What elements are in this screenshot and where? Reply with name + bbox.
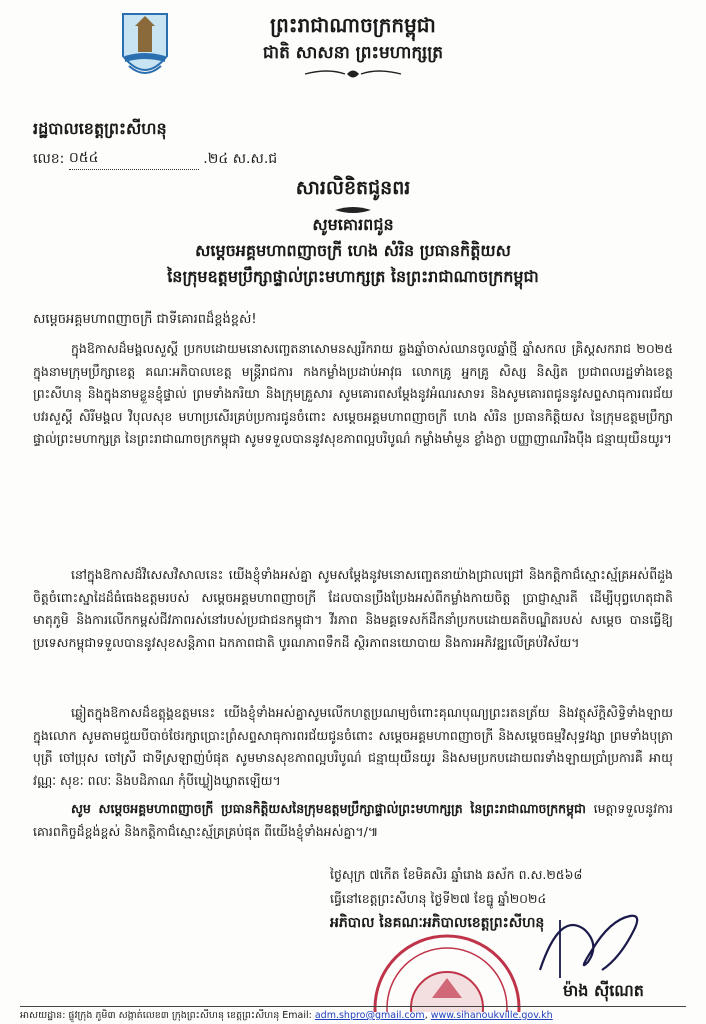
- body-paragraph-4: [33, 798, 673, 843]
- document-title: សារលិខិតជូនពរ: [295, 177, 411, 199]
- addressee-prefix: សូមគោរពជូន: [312, 215, 394, 234]
- letter-number-label: លេខ:: [33, 151, 65, 167]
- paragraph-4-rest: មេត្តាទទួលនូវការគោរពកិច្ចដ៏ខ្ពង់ខ្ពស់ និងកត្តិកាជ៏ស្មោះស្ម័គ្រគ្រប់ផុត ពីយើងខ្ញុំទាំងអស់គ្នា។/៕: [33, 801, 673, 839]
- body-paragraph-3: [33, 702, 673, 792]
- paragraph-2-text: នៅក្នុងឱកាសដ៏វិសេសវិសាលនេះ យើងខ្ញុំទាំងអស់គ្នា សូមសម្តែងនូវមនោសញ្ចេតនាយ៉ាងជ្រាលជ្រៅ និងកត្តិកាជ៏ស្មោះស្ម័គ្រអស់ពីដួងចិត្តចំពោះស្នាដៃដ៏ធំធេងឧត្តមរបស់ សម្តេចអគ្គមហាពញាចក្រី ដែលបានប្រឹងប្រែងអស់ពីកម្លាំងកាយចិត្ត ប្រាជ្ញាស្មារតី ដើម្បីបុព្វហេតុជាតិមាតុភូមិ និងការលើកកម្ពស់ជីវភាពរស់នៅរបស់ប្រជាជនកម្ពុជា។ វីរភាព និងមគ្គទេសក៍ដឹកនាំប្រកបដោយគតិបណ្ឌិតរបស់ សម្តេច បានធ្វើឱ្យប្រទេសកម្ពុជាទទួលបាននូវសុខសន្តិភាព ឯកភាពជាតិ បូរណភាពទឹកដី ស្ថិរភាពនយោបាយ និងការអភិវឌ្ឍលើគ្រប់វិស័យ។: [33, 567, 673, 650]
- paragraph-3-text: ឆ្លៀតក្នុងឱកាសដ៏ឧត្តុង្គឧត្តមនេះ យើងខ្ញុំទាំងអស់គ្នាសូមលើកហត្ថប្រណម្យចំពោះគុណបុណ្យព្រះរតនត្រ័យ និងវត្ថុស័ក្តិសិទ្ធិទាំងឡាយក្នុងលោក សូមតាមជួយបីបាច់ថែរក្សាប្រោះព្រំសព្ទសាធុការពរជ័យជូនចំពោះ សម្តេចអគ្គមហាពញាចក្រី និងសម្តេចធម្មវិសុទ្ធវង្សា ព្រមទាំងបុត្រា បុត្រី ចៅប្រុស ចៅស្រី ជាទីស្រឡាញ់បំផុត សូមមានសុខភាពល្អបរិបូណ៌ ជន្មាយុយឺនយូរ និងសមប្រកបដោយពរទាំងឡាយប្រាំប្រការគឺ អាយុ វណ្ណៈ សុខៈ ពលៈ និងបដិភាណ កុំបីឃ្លៀងឃ្លាតឡើយ។: [33, 705, 673, 788]
- letter-number-value: ០៥៤: [68, 150, 99, 166]
- body-paragraph-2: [33, 564, 673, 654]
- signer-title: អភិបាល នៃគណៈអភិបាលខេត្តព្រះសីហនុ: [330, 915, 545, 931]
- lunar-date: ថ្ងៃសុក្រ ៧កើត ខែមិគសិរ ឆ្នាំរោង ឆស័ក ព.ស.២៥៦៨: [330, 867, 583, 882]
- recipient-line-1: សម្តេចអគ្គមហាពញាចក្រី ហេង សំរិន ប្រធានកិត្តិយស: [195, 241, 511, 260]
- recipient-line-2: នៃក្រុមឧត្តមប្រឹក្សាផ្ទាល់ព្រះមហាក្សត្រ នៃព្រះរាជាណាចក្រកម្ពុជា: [167, 267, 539, 286]
- footer-email-label: Email:: [282, 1010, 312, 1021]
- small-ornament-icon: [333, 206, 373, 214]
- salutation: សម្តេចអគ្គមហាពញាចក្រី ជាទីគោរពដ៏ខ្ពង់ខ្ពស់!: [33, 312, 257, 327]
- official-seal-icon: [372, 928, 522, 1012]
- footer-website-link[interactable]: www.sihanoukville.gov.kh: [430, 1010, 553, 1021]
- handwritten-signature-icon: [530, 900, 650, 980]
- motto-heading: ជាតិ សាសនា ព្រះមហាក្សត្រ: [262, 43, 444, 63]
- letter-number: [33, 148, 277, 170]
- paragraph-4-lead: សូម សម្តេចអគ្គមហាពញាចក្រី ប្រធានកិត្តិយសនៃក្រុមឧត្តមប្រឹក្សាផ្ទាល់ព្រះមហាក្សត្រ នៃព្រះរាជាណាចក្រកម្ពុជា: [71, 801, 586, 816]
- footer: អាសយដ្ឋាន: ផ្លូវក្រុង ភូមិ៣ សង្កាត់លេខ៣ ក្រុងព្រះសីហនុ ខេត្តព្រះសីហនុ Email: adm.shpro@gmail.com, www.sihanoukville.gov.kh: [20, 1010, 553, 1021]
- footer-email-link[interactable]: adm.shpro@gmail.com: [314, 1010, 425, 1021]
- footer-address: អាសយដ្ឋាន: ផ្លូវក្រុង ភូមិ៣ សង្កាត់លេខ៣ ក្រុងព្រះសីហនុ ខេត្តព្រះសីហនុ: [20, 1010, 280, 1021]
- administration-name: រដ្ឋបាលខេត្តព្រះសីហនុ: [33, 119, 167, 138]
- ornament-divider-icon: [303, 68, 403, 80]
- footer-divider: [20, 1006, 686, 1007]
- letter-number-suffix: .២៤ ស.ស.ជ: [203, 151, 278, 167]
- paragraph-1-text: ក្នុងឱកាសដ៏មង្គលសួស្តី ប្រកបដោយមនោសញ្ចេតនាសោមនស្សរីករាយ ឆ្លងឆ្នាំចាស់ឈានចូលឆ្នាំថ្មី ឆ្នាំសកល គ្រិស្តសករាជ ២០២៥ ក្នុងនាមក្រុមប្រឹក្សាខេត្ត គណៈអភិបាលខេត្ត មន្ត្រីរាជការ កងកម្លាំងប្រដាប់អាវុធ លោកគ្រូ អ្នកគ្រូ សិស្ស និស្សិត ប្រជាពលរដ្ឋទាំងខេត្តព្រះសីហនុ និងក្នុងនាមខ្លួនខ្ញុំផ្ទាល់ ព្រមទាំងភរិយា និងក្រុមគ្រួសារ សូមគោរពសម្តែងនូវអំណរសាទរ និងសូមគោរពជូននូវសព្ទសាធុការពរជ័យ បវរសួស្តី សិរីមង្គល វិបុលសុខ មហាប្រសើរគ្រប់ប្រការជូនចំពោះ សម្តេចអគ្គមហាពញាចក្រី ហេង សំរិន ប្រធានកិត្តិយស នៃក្រុមឧត្តមប្រឹក្សាផ្ទាល់ព្រះមហាក្សត្រ នៃព្រះរាជាណាចក្រកម្ពុជា សូមទទួលបាននូវសុខភាពល្អបរិបូណ៌ កម្លាំងមាំមួន ខ្លាំងក្លា បញ្ញាញាណរឹងប៉ឹង ជន្មាយុយឺនយូរ។: [33, 341, 673, 447]
- signer-name: ម៉ាង ស៊ីណេត: [563, 981, 644, 1000]
- body-paragraph-1: [33, 338, 673, 451]
- kingdom-heading: ព្រះរាជាណាចក្រកម្ពុជា: [270, 13, 436, 37]
- place-and-date: ធ្វើនៅខេត្តព្រះសីហនុ ថ្ងៃទី២៧ ខែធ្នូ ឆ្នាំ២០២៤: [330, 891, 547, 906]
